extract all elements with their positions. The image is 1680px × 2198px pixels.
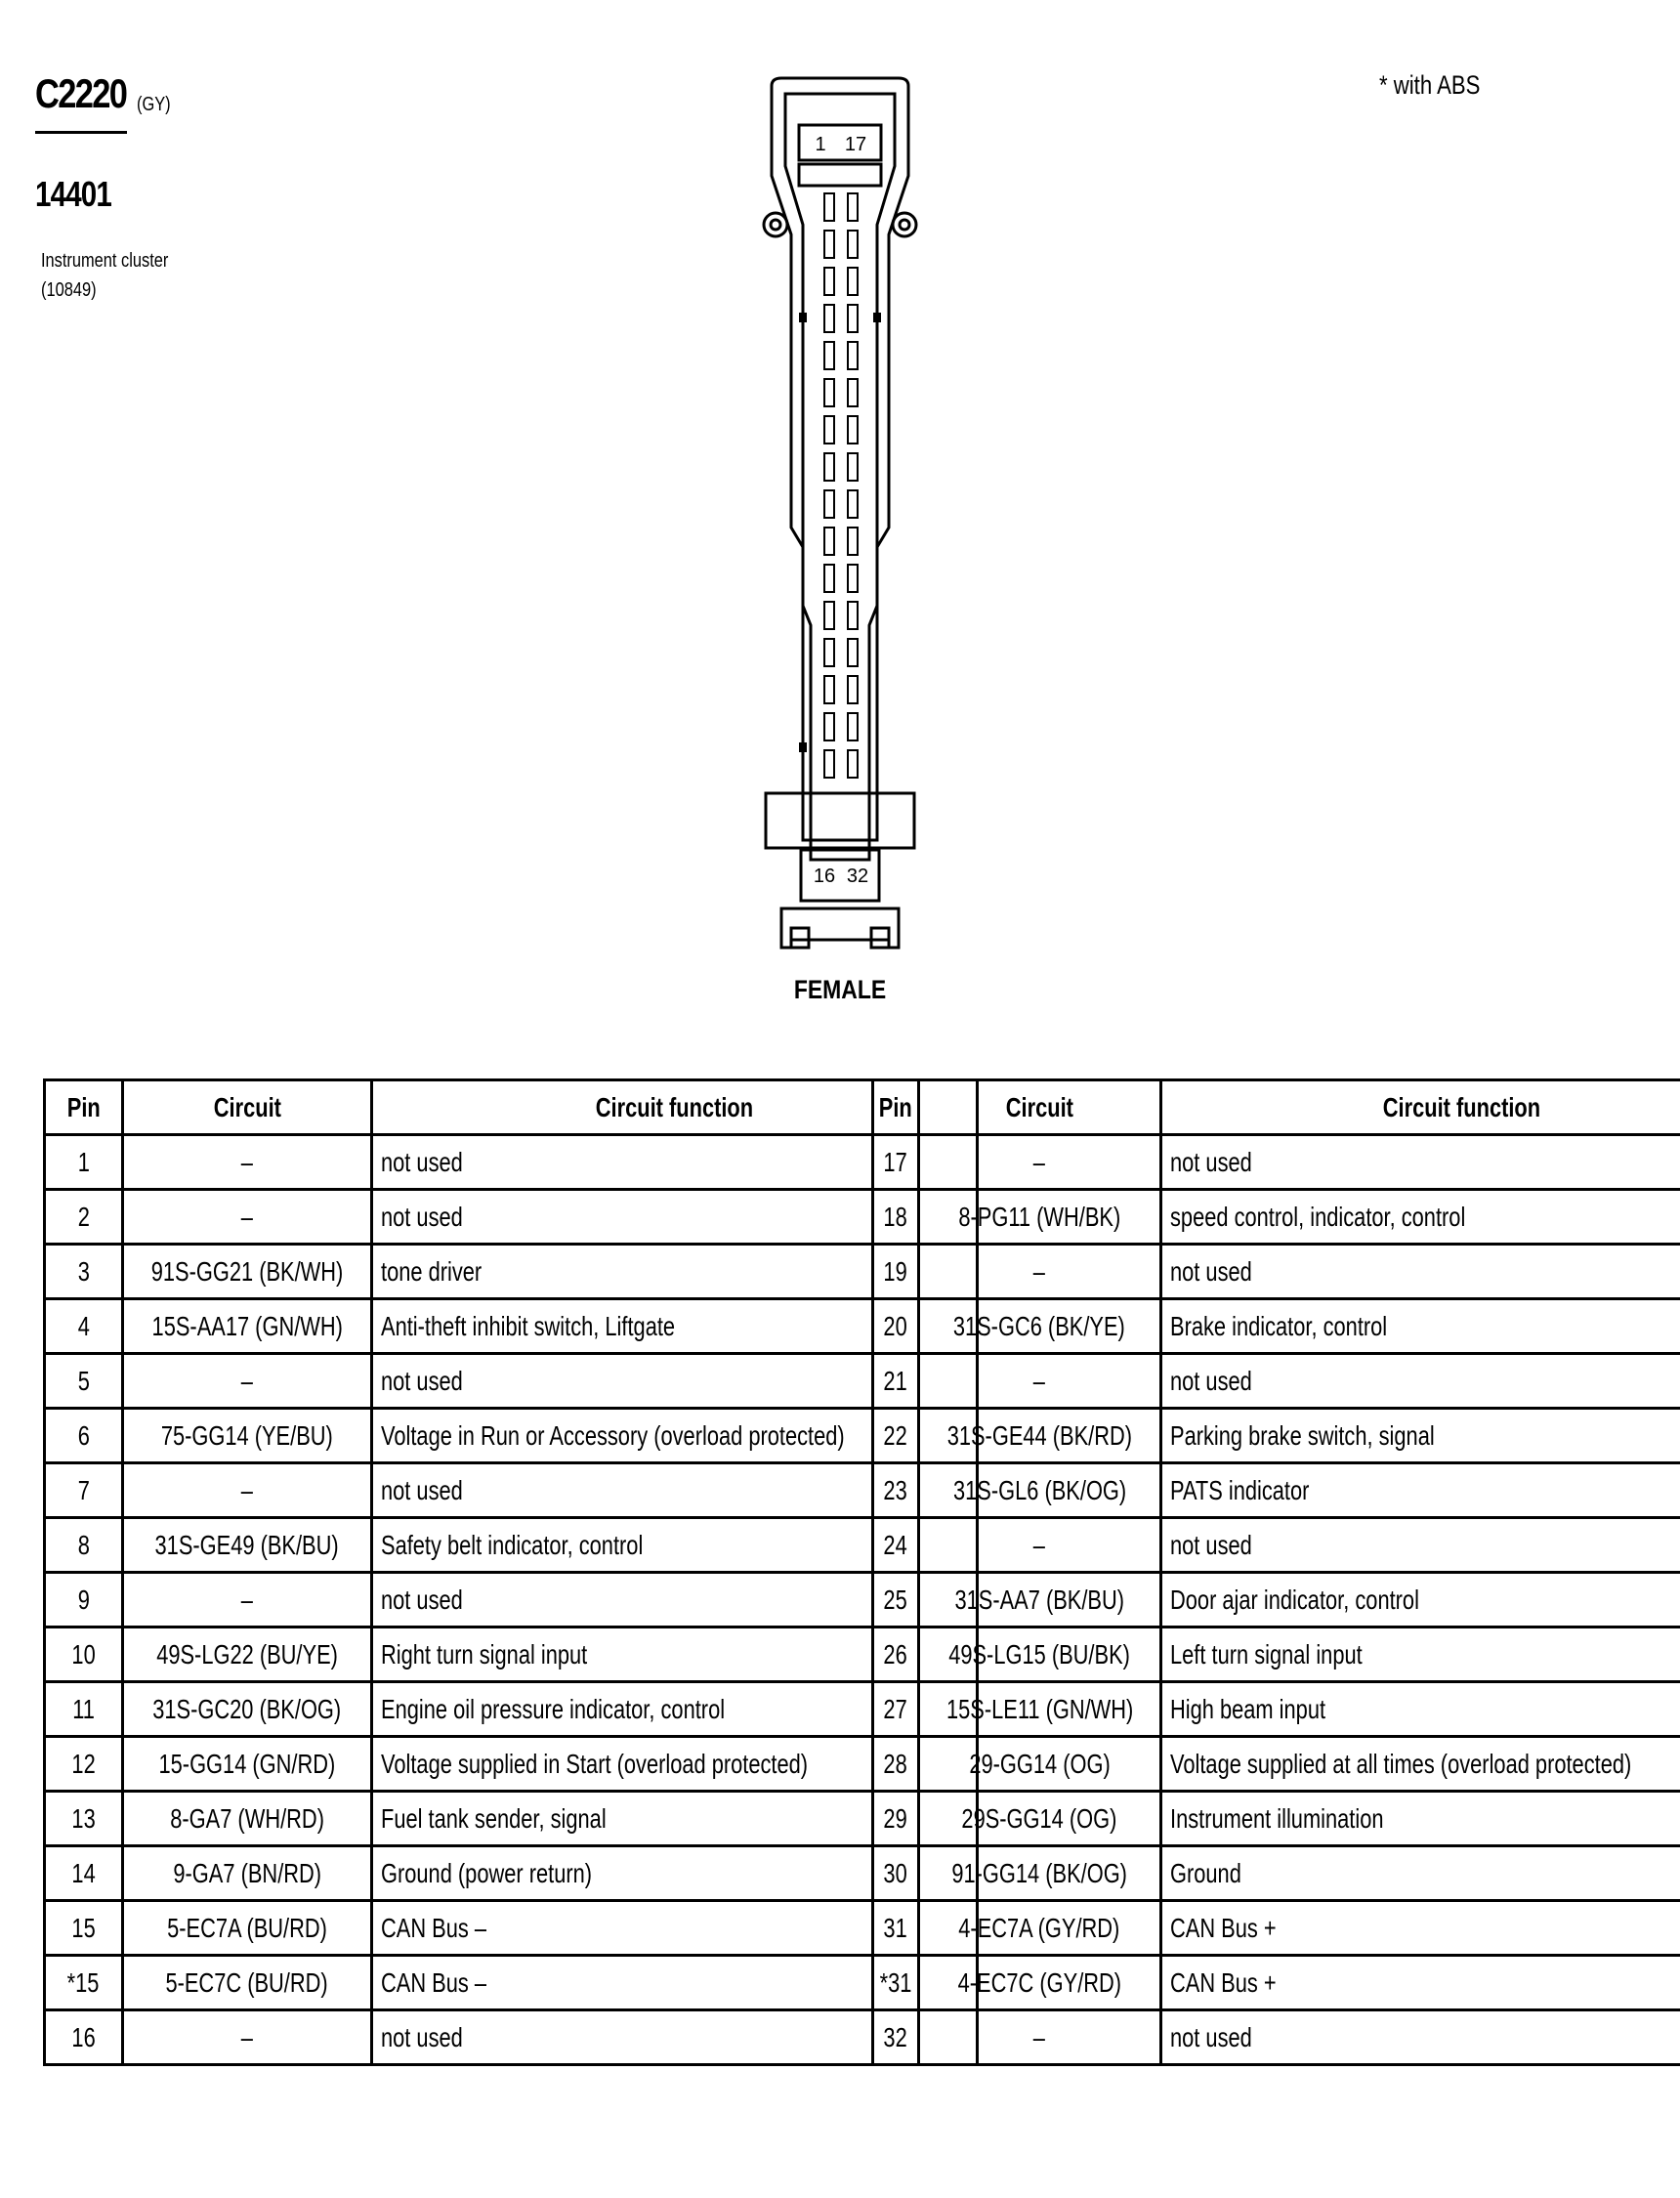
top-pin-right: 17 (844, 134, 867, 155)
header-function: Circuit function (1160, 1080, 1680, 1135)
table-row (45, 1245, 978, 1299)
function-cell: not used (1160, 1354, 1680, 1409)
header-circuit: Circuit (123, 1080, 372, 1135)
pin-cell: 16 (45, 2010, 123, 2065)
table-row (873, 1299, 1680, 1354)
function-cell: Parking brake switch, signal (1160, 1409, 1680, 1463)
circuit-cell: 5-EC7A (BU/RD) (123, 1901, 372, 1956)
table-row (873, 1190, 1680, 1245)
mounting-ear-left (764, 213, 787, 236)
pin-cell: 21 (873, 1354, 919, 1409)
pin-cavity (824, 528, 834, 555)
pin-cavity (824, 453, 834, 481)
pin-cavity (848, 528, 858, 555)
table-row (45, 2010, 978, 2065)
table-row (45, 1190, 978, 1245)
gender-label: FEMALE (793, 975, 887, 1004)
circuit-cell: 15S-AA17 (GN/WH) (123, 1299, 372, 1354)
connector-color: (GY) (137, 94, 171, 115)
circuit-cell: – (918, 2010, 1160, 2065)
function-cell: Anti-theft inhibit switch, Liftgate (372, 1299, 978, 1354)
function-cell: Voltage supplied in Start (overload protected) (372, 1737, 978, 1792)
pin-cell: 25 (873, 1573, 919, 1627)
function-cell: speed control, indicator, control (1160, 1190, 1680, 1245)
pin-cavity (848, 565, 858, 592)
pin-cell: 1 (45, 1135, 123, 1190)
table-row (873, 1627, 1680, 1682)
pin-cell: 11 (45, 1682, 123, 1737)
pin-cavity (824, 639, 834, 666)
circuit-cell: 31S-GE44 (BK/RD) (918, 1409, 1160, 1463)
pin-table-right-body (873, 1135, 1680, 2065)
function-cell: Left turn signal input (1160, 1627, 1680, 1682)
circuit-cell: 75-GG14 (YE/BU) (123, 1409, 372, 1463)
pin-cell: 6 (45, 1409, 123, 1463)
pin-cavity (848, 268, 858, 295)
pin-cavity (848, 231, 858, 258)
table-row (873, 1354, 1680, 1409)
table-header-row (873, 1080, 1680, 1135)
table-row (873, 1573, 1680, 1627)
table-row (45, 1956, 978, 2010)
table-row (45, 1573, 978, 1627)
function-cell: not used (372, 1573, 978, 1627)
table-row (45, 1627, 978, 1682)
function-cell: not used (372, 1354, 978, 1409)
function-cell: not used (1160, 2010, 1680, 2065)
table-row (873, 1846, 1680, 1901)
circuit-cell: 31S-GC6 (BK/YE) (918, 1299, 1160, 1354)
pin-cell: 15 (45, 1901, 123, 1956)
pin-cavity (824, 231, 834, 258)
function-cell: Ground (1160, 1846, 1680, 1901)
table-row (45, 1901, 978, 1956)
bottom-pin-right: 32 (846, 866, 869, 887)
connector-diagram (742, 68, 938, 1026)
pin-cell: 4 (45, 1299, 123, 1354)
circuit-cell: 15S-LE11 (GN/WH) (918, 1682, 1160, 1737)
top-pin-left: 1 (815, 134, 826, 155)
pin-cell: 18 (873, 1190, 919, 1245)
table-row (45, 1409, 978, 1463)
pin-cell: 2 (45, 1190, 123, 1245)
header-pin: Pin (873, 1080, 919, 1135)
function-cell: Right turn signal input (372, 1627, 978, 1682)
pin-cavity (848, 193, 858, 221)
function-cell: CAN Bus + (1160, 1956, 1680, 2010)
pin-cavity (848, 490, 858, 518)
header-pin: Pin (45, 1080, 123, 1135)
circuit-cell: – (123, 2010, 372, 2065)
function-cell: Door ajar indicator, control (1160, 1573, 1680, 1627)
function-cell: Voltage in Run or Accessory (overload protected) (372, 1409, 978, 1463)
top-label-box (799, 125, 881, 160)
connector-outer-shell (772, 78, 908, 860)
pin-cavity (848, 453, 858, 481)
pin-cell: 26 (873, 1627, 919, 1682)
circuit-cell: 8-PG11 (WH/BK) (918, 1190, 1160, 1245)
circuit-cell: 15-GG14 (GN/RD) (123, 1737, 372, 1792)
function-cell: Instrument illumination (1160, 1792, 1680, 1846)
pin-cavity (824, 305, 834, 332)
function-cell: not used (1160, 1518, 1680, 1573)
pin-cell: 31 (873, 1901, 919, 1956)
pin-cell: 13 (45, 1792, 123, 1846)
function-cell: CAN Bus + (1160, 1901, 1680, 1956)
part-number: 14401 (35, 174, 111, 214)
table-row (873, 1737, 1680, 1792)
pin-table-right (871, 1078, 1680, 2066)
header-circuit: Circuit (918, 1080, 1160, 1135)
table-row (873, 1409, 1680, 1463)
function-cell: PATS indicator (1160, 1463, 1680, 1518)
function-cell: Ground (power return) (372, 1846, 978, 1901)
pin-cavity (824, 713, 834, 740)
pin-cell: 23 (873, 1463, 919, 1518)
pin-cavity (824, 193, 834, 221)
pin-cell: 32 (873, 2010, 919, 2065)
function-cell: Voltage supplied at all times (overload protected) (1160, 1737, 1680, 1792)
circuit-cell: – (918, 1245, 1160, 1299)
connector-inner-shell (785, 94, 895, 840)
mounting-ear-right (893, 213, 916, 236)
pin-cavity (824, 602, 834, 629)
latch-mark-lower (799, 742, 807, 752)
circuit-cell: 31S-GC20 (BK/OG) (123, 1682, 372, 1737)
pin-cavity (848, 750, 858, 778)
circuit-cell: – (123, 1573, 372, 1627)
pin-cavity (824, 379, 834, 406)
function-cell: not used (372, 1190, 978, 1245)
function-cell: not used (372, 1135, 978, 1190)
component-description (41, 246, 168, 305)
table-header-row (45, 1080, 978, 1135)
latch-mark-left (799, 313, 807, 322)
circuit-cell: 9-GA7 (BN/RD) (123, 1846, 372, 1901)
connector-code: C2220 (35, 70, 127, 116)
pin-cell: 9 (45, 1573, 123, 1627)
pin-cell: 14 (45, 1846, 123, 1901)
circuit-cell: 8-GA7 (WH/RD) (123, 1792, 372, 1846)
table-row (45, 1846, 978, 1901)
latch-mark-right (873, 313, 881, 322)
pin-cavity (824, 490, 834, 518)
pin-cavity (848, 639, 858, 666)
pin-cell: 5 (45, 1354, 123, 1409)
function-cell: Fuel tank sender, signal (372, 1792, 978, 1846)
function-cell: not used (372, 1463, 978, 1518)
circuit-cell: – (123, 1190, 372, 1245)
pin-cell: 12 (45, 1737, 123, 1792)
table-row (45, 1354, 978, 1409)
circuit-cell: 31S-GL6 (BK/OG) (918, 1463, 1160, 1518)
top-latch (799, 164, 881, 186)
circuit-cell: 91S-GG21 (BK/WH) (123, 1245, 372, 1299)
function-cell: not used (1160, 1135, 1680, 1190)
pin-cavity (824, 342, 834, 369)
table-row (873, 1245, 1680, 1299)
circuit-cell: 29S-GG14 (OG) (918, 1792, 1160, 1846)
function-cell: Brake indicator, control (1160, 1299, 1680, 1354)
pin-cell: *15 (45, 1956, 123, 2010)
abs-note: * with ABS (1379, 70, 1481, 100)
circuit-cell: 29-GG14 (OG) (918, 1737, 1160, 1792)
function-cell: Safety belt indicator, control (372, 1518, 978, 1573)
table-row (45, 1299, 978, 1354)
pin-cell: 3 (45, 1245, 123, 1299)
header-underline (35, 131, 127, 134)
circuit-cell: – (123, 1354, 372, 1409)
table-row (45, 1792, 978, 1846)
table-row (873, 1135, 1680, 1190)
pin-cavity (824, 268, 834, 295)
function-cell: tone driver (372, 1245, 978, 1299)
bottom-pin-left: 16 (813, 866, 836, 887)
pin-cavity (848, 676, 858, 703)
pin-cavity (848, 602, 858, 629)
circuit-cell: 4-EC7A (GY/RD) (918, 1901, 1160, 1956)
table-row (45, 1737, 978, 1792)
pin-cavities (824, 193, 858, 778)
circuit-cell: 49S-LG22 (BU/YE) (123, 1627, 372, 1682)
table-row (45, 1682, 978, 1737)
table-row (873, 1901, 1680, 1956)
table-row (45, 1463, 978, 1518)
table-row (45, 1135, 978, 1190)
pin-cell: 28 (873, 1737, 919, 1792)
table-row (873, 1792, 1680, 1846)
pin-cell: 8 (45, 1518, 123, 1573)
pin-cavity (824, 565, 834, 592)
pin-cavity (848, 342, 858, 369)
pin-cavity (824, 676, 834, 703)
pin-cell: 22 (873, 1409, 919, 1463)
pin-table-left (43, 1078, 979, 2066)
circuit-cell: 4-EC7C (GY/RD) (918, 1956, 1160, 2010)
function-cell: Engine oil pressure indicator, control (372, 1682, 978, 1737)
pin-cell: 30 (873, 1846, 919, 1901)
table-row (873, 2010, 1680, 2065)
circuit-cell: – (918, 1135, 1160, 1190)
pin-cell: *31 (873, 1956, 919, 2010)
table-row (873, 1956, 1680, 2010)
pin-cavity (848, 416, 858, 444)
pin-cell: 10 (45, 1627, 123, 1682)
circuit-cell: – (123, 1135, 372, 1190)
function-cell: High beam input (1160, 1682, 1680, 1737)
pin-cavity (848, 713, 858, 740)
pin-cavity (848, 379, 858, 406)
pin-cell: 19 (873, 1245, 919, 1299)
pin-cell: 27 (873, 1682, 919, 1737)
pin-cavity (824, 750, 834, 778)
header-function: Circuit function (372, 1080, 978, 1135)
pin-cell: 24 (873, 1518, 919, 1573)
table-row (45, 1518, 978, 1573)
pin-cell: 29 (873, 1792, 919, 1846)
description-line-1: Instrument cluster (41, 250, 169, 272)
circuit-cell: 31S-GE49 (BK/BU) (123, 1518, 372, 1573)
description-line-2: (10849) (41, 279, 97, 301)
pin-cell: 17 (873, 1135, 919, 1190)
circuit-cell: 5-EC7C (BU/RD) (123, 1956, 372, 2010)
function-cell: not used (372, 2010, 978, 2065)
table-row (873, 1518, 1680, 1573)
pin-table-left-body (45, 1135, 978, 2065)
pin-cell: 20 (873, 1299, 919, 1354)
function-cell: not used (1160, 1245, 1680, 1299)
circuit-cell: – (918, 1354, 1160, 1409)
table-row (873, 1682, 1680, 1737)
circuit-cell: – (918, 1518, 1160, 1573)
circuit-cell: 91-GG14 (BK/OG) (918, 1846, 1160, 1901)
pin-cell: 7 (45, 1463, 123, 1518)
circuit-cell: – (123, 1463, 372, 1518)
circuit-cell: 49S-LG15 (BU/BK) (918, 1627, 1160, 1682)
function-cell: CAN Bus – (372, 1956, 978, 2010)
function-cell: CAN Bus – (372, 1901, 978, 1956)
pin-cavity (824, 416, 834, 444)
table-row (873, 1463, 1680, 1518)
circuit-cell: 31S-AA7 (BK/BU) (918, 1573, 1160, 1627)
pin-cavity (848, 305, 858, 332)
